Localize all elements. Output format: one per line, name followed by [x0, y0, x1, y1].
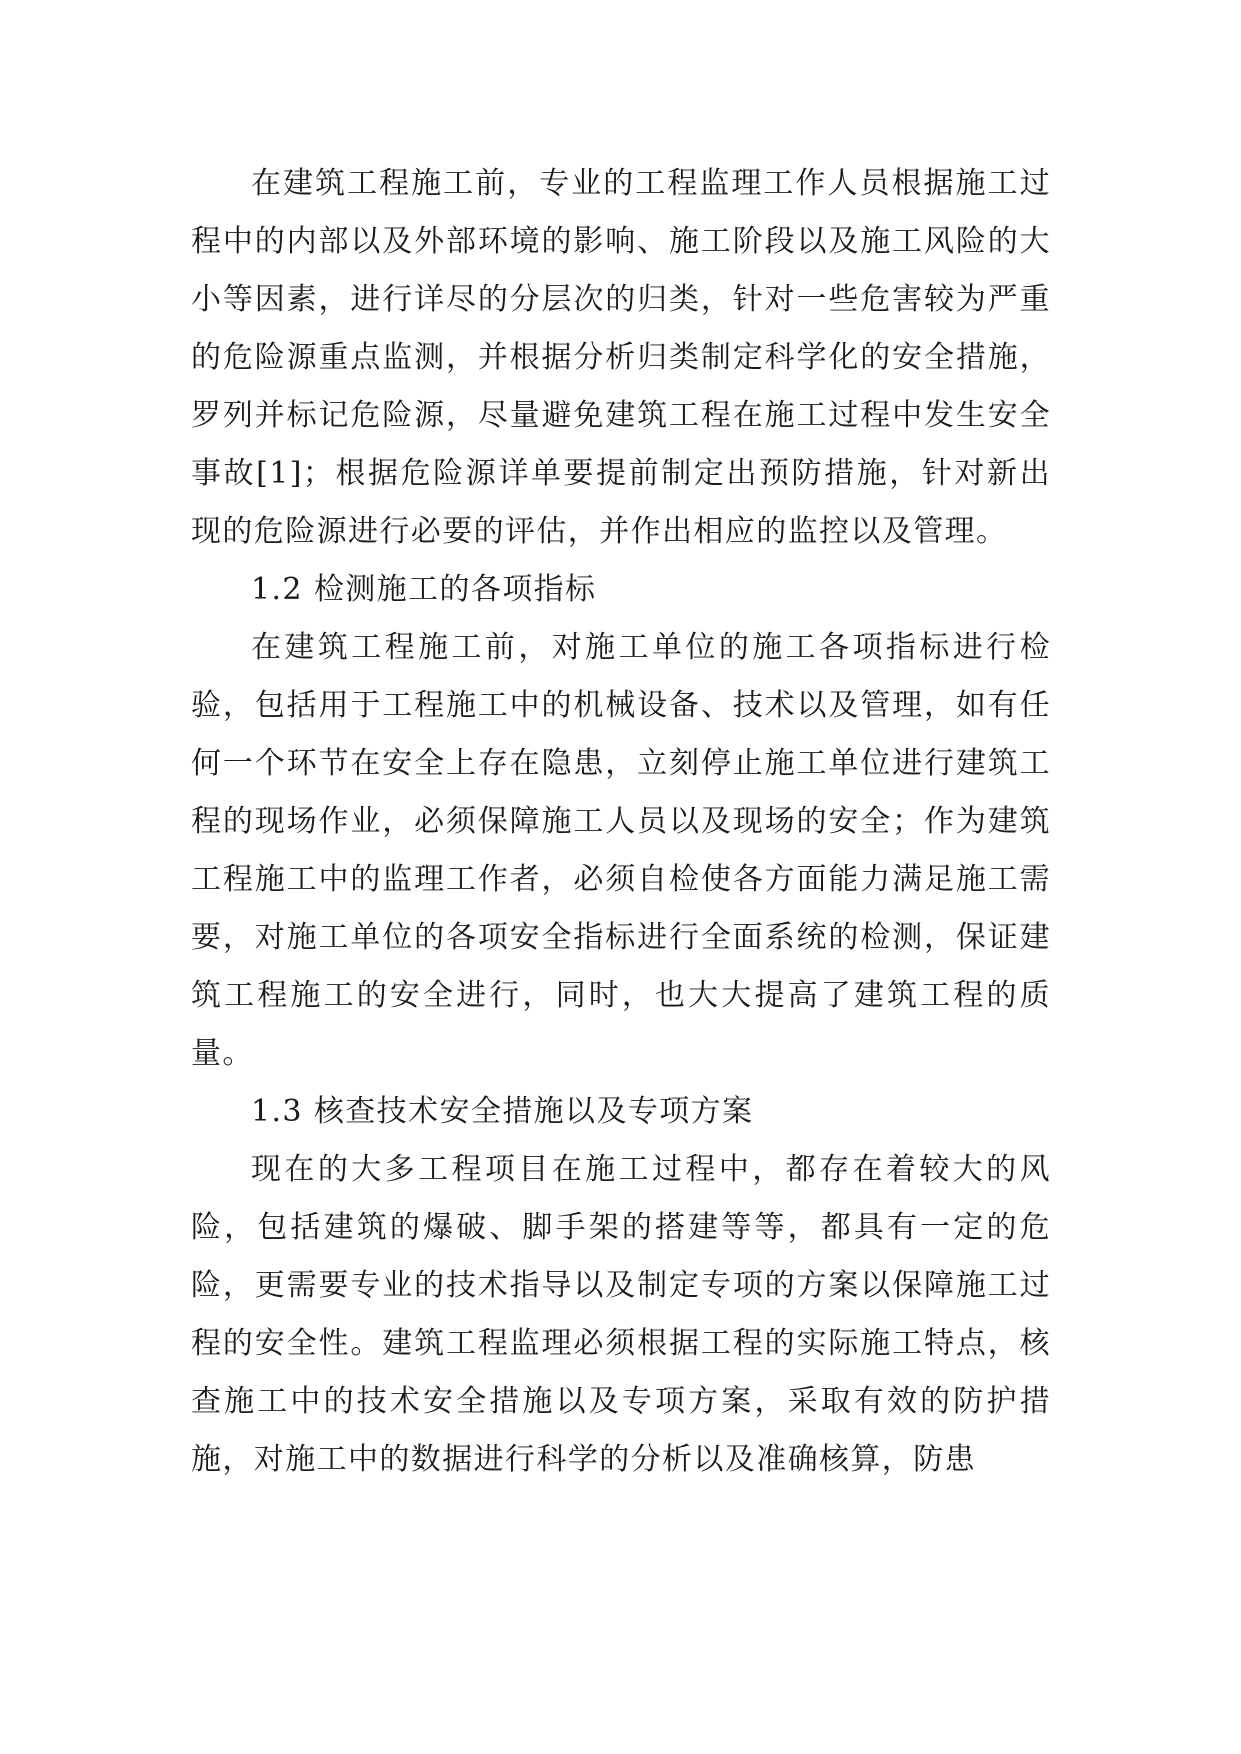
body-paragraph-2: 在建筑工程施工前，对施工单位的施工各项指标进行检验，包括用于工程施工中的机械设备、技术以及管理，如有任何一个环节在安全上存在隐患，立刻停止施工单位进行建筑工程的现场作业，必须保障施工人员以及现场的安全；作为建筑工程施工中的监理工作者，必须自检使各方面能力满足施工需要，对施工单位的各项安全指标进行全面系统的检测，保证建筑工程施工的安全进行，同时，也大大提高了建筑工程的质量。 — [191, 630, 1051, 1071]
section-heading-1-2: 1.2 检测施工的各项指标 — [251, 572, 597, 607]
body-paragraph-1: 在建筑工程施工前，专业的工程监理工作人员根据施工过程中的内部以及外部环境的影响、施工阶段以及施工风险的大小等因素，进行详尽的分层次的归类，针对一些危害较为严重的危险源重点监测，并根据分析归类制定科学化的安全措施，罗列并标记危险源，尽量避免建筑工程在施工过程中发生安全事故[1]；根据危险源详单要提前制定出预防措施，针对新出现的危险源进行必要的评估，并作出相应的监控以及管理。 — [191, 166, 1051, 549]
section-heading-1-3: 1.3 核查技术安全措施以及专项方案 — [251, 1094, 754, 1129]
document-body — [191, 155, 1051, 1489]
body-paragraph-3: 现在的大多工程项目在施工过程中，都存在着较大的风险，包括建筑的爆破、脚手架的搭建等等，都具有一定的危险，更需要专业的技术指导以及制定专项的方案以保障施工过程的安全性。建筑工程监理必须根据工程的实际施工特点，核查施工中的技术安全措施以及专项方案，采取有效的防护措施，对施工中的数据进行科学的分析以及准确核算，防患 — [191, 1152, 1051, 1477]
